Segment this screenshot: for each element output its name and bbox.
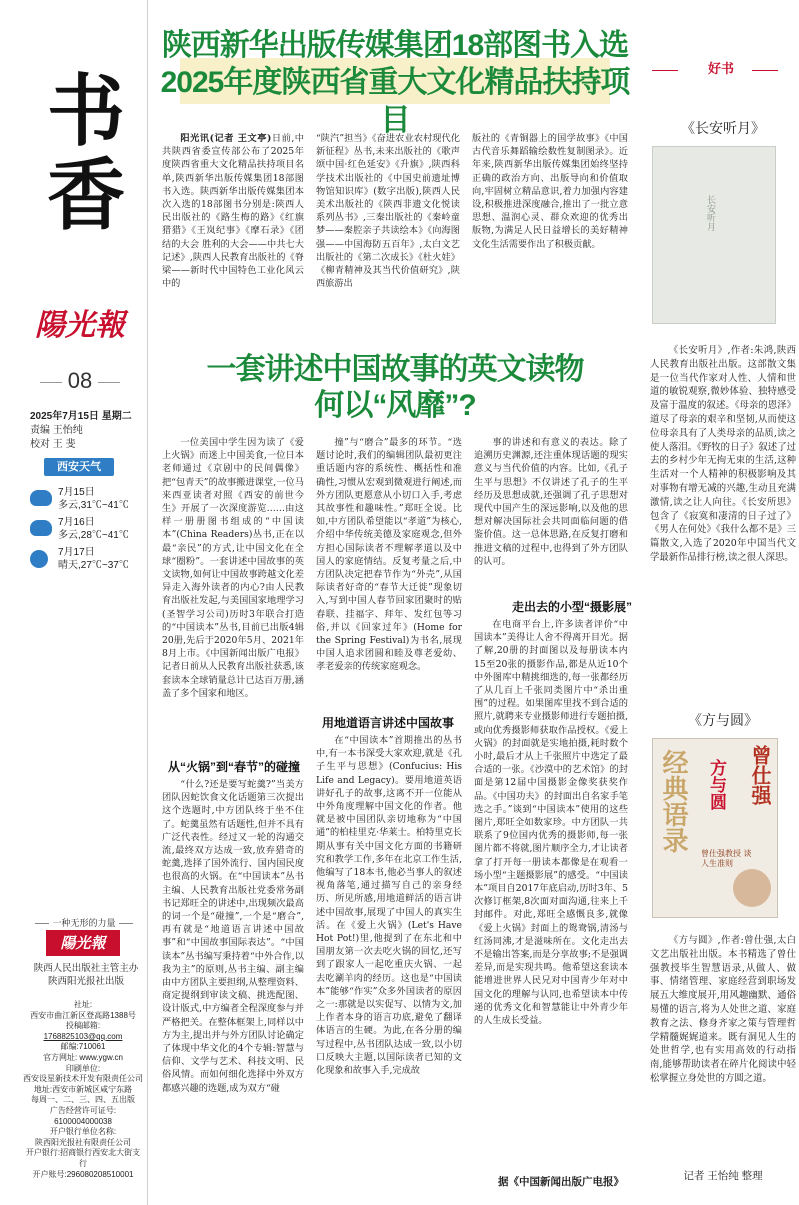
editor: 责编 王怡纯 [30, 425, 83, 436]
byline: 阳光讯(记者 王文亭) [180, 133, 272, 144]
article-text: 撞”与“磨合”最多的环节。“选题讨论时,我们的编辑团队最初更注重话题内容的系统性、概括性和准确性,习惯从宏观到微观进行阐述,而外方团队更愿意从小切口入手,考虑其故事性和趣味性。”郑旺全说。比如,中方团队希望能以“孝道”为核心,介绍中华传统美德及家庭观念,但外方担心国际读者不理解孝道以及中国人的家庭情结。反复考量之后,中方团队决定把春节作为“外壳”,从国际读者好奇的“春节大迁徙”现象切入,写到中国人春节回家团聚时的贴春联、挂福字、拜年、发红包等习俗,并以《回家过年》(Home for the Spring Festival)为书名,展现中国人追求团圆和睦及尊老爱幼、孝老爱亲的传统家庭观念。 [316, 437, 462, 673]
article-text: 版社的《青铜器上的国学故事》《中国古代音乐舞蹈输绘数性复制图录》。近年来,陕西新华出版传媒集团始终坚持正确的政治方向、出版导向和价值取向,牢固树立精品意识,着力加强内容建设,积极推进深度融合,推出了一批立意思想、温润心灵、群众欢迎的优秀出版物,为满足人民日益增长的美好精神文化生活需要作出了积极贡献。 [472, 133, 628, 250]
book2-cover-title: 方与圆 [706, 759, 726, 810]
proofreader-line [30, 438, 148, 452]
article1-column-1 [162, 132, 304, 330]
headline-line: 2025年度陕西省重大文化精品扶持项目 [160, 66, 630, 137]
article2-headline [160, 352, 630, 424]
article-text: 事的讲述和有意义的表达。除了追溯历史渊源,还注重体现话题的现实意义与当代价值的内容。比如,《孔子生平与思想》不仅讲述了孔子的生平经历及思想成就,还强调了孔子思想对现代中国产生的深远影响,以及他的思想对解决国际社会共同面临问题的借鉴价值。这一总体思路,在反复打磨和推进文稿的过程中,也得到了外方团队的认可。 [474, 437, 628, 567]
article-text: “什么?还是要写蛇羹?”当美方团队因蛇饮食文化话题第三次提出这个选题时,中方团队终于坐不住了。蛇羹虽然有话题性,但并不具有广泛代表性。经过又一轮的沟通交流,最终双方达成一致,放弃猎奇的蛇羹,选择了国外流行、国内国民度也很高的火锅。在“中国读本”丛书主编、人民教育出版社党委常务副书记郑旺全的讲述中,出现频次最高的词一个是“碰撞”,一个是“磨合”,再有就是“地道语言讲述中国故事”和“中国故事国际表达”。“中国读本”丛书编写秉持着“中外合作,以我为主”的原则,丛书主编、副主编由中方团队主要担纲,从整理资料、商定提纲到审读文稿、挑选配图、设计版式,中方编者全程深度参与并严格把关。在整体框架上,同样以中方为主,提出并与外方团队讨论确定了体现中华文化的4个专辑:智慧与信仰、文学与艺术、科技文明、民俗风情。而如何细化选择中外双方都感兴趣的选题,成为双方“碰 [162, 779, 304, 1094]
contact-line: 每周一、二、三、四、五出版 [31, 1095, 135, 1105]
article2-column-3 [474, 436, 628, 596]
cloud-icon [30, 520, 52, 536]
contact-line: 陕西阳光报社有限责任公司 [35, 1137, 131, 1147]
article2-column-2b [316, 734, 462, 1202]
reporter-credit: 记者 王怡纯 整理 [683, 1170, 763, 1182]
book1-cover-title: 长安听月 [705, 195, 715, 231]
publisher-line: 陕西人民出版社主管主办 [33, 963, 139, 974]
newspaper-logo-small: 陽光報 [46, 930, 120, 956]
article1-headline [160, 28, 630, 140]
contact-line: 西安市曲江新区登高路1388号 [30, 1010, 136, 1020]
proofreader: 校对 王 斐 [30, 439, 76, 450]
article2-column-1b [162, 778, 304, 1202]
newspaper-logo: 陽光報 [35, 308, 125, 343]
contact-line: 6100004000038 [54, 1116, 112, 1126]
date-block [30, 410, 148, 438]
label-rule [752, 70, 778, 71]
contact-info [22, 1000, 144, 1180]
weather-date: 7月15日 [58, 487, 95, 498]
contact-line: 开户账号:296080208510001 [32, 1169, 134, 1179]
contact-line: 印刷单位: [65, 1063, 101, 1073]
subheading: 从“火锅”到“春节”的碰撞 [168, 760, 301, 774]
slogan: 一种无形的力量 [30, 916, 138, 929]
weather-forecast: 晴天,27℃~37℃ [58, 560, 129, 571]
weather-day [30, 546, 148, 576]
contact-line: 西安设星新技术开发有限责任公司 [23, 1074, 143, 1084]
weather-forecast: 多云,28℃~41℃ [58, 530, 129, 541]
book2-cover [652, 738, 778, 918]
headline-line: 陕西新华出版传媒集团18部图书入选 [161, 29, 629, 62]
website-link[interactable]: 官方网址: www.ygw.cn [42, 1052, 123, 1062]
issue-date: 2025年7月15日 星期二 [30, 411, 132, 422]
book1-description [650, 344, 796, 714]
article-source: 据《中国新闻出版广电报》 [498, 1176, 624, 1188]
book-description: 《方与圆》,作者:曾仕强,太白文艺出版社出版。本书精选了曾仕强教授毕生智慧语录,从做人、做事、情绪管理、家庭经营到职场发展五大维度展开,用风趣幽默、通俗易懂的语言,将为人处世之道、家庭教育之法、修身齐家之策与管理哲学精髓娓娓道来。既有洞见人生的处世哲学,也有实用高效的行动指南,能够帮助读者在碎片化阅读中轻松掌握立身处世的方圆之道。 [650, 935, 796, 1084]
subheading: 走出去的小型“摄影展” [512, 600, 633, 614]
book-description: 《长安听月》,作者:朱鸿,陕西人民教育出版社出版。这部散文集是一位当代作家对人性、人情和世道的敏锐观察,微妙体验、独特感受及富于温度的叙述。《母亲的恩泽》道尽了母亲的艰辛和坚韧,从而使这位母亲具有了人类母亲的品质,读之使人落泪。《野牧的日子》叙述了过去的乡村少年无拘无束的生活,这种生活对一个人精神的积极影响及其对事物有增无减的兴趣,生动且充满激情,读之让人向往。《长安所思》包含了《寂寞和凄清的日子过了》《男人在何处》《我什么都不是》三篇散文,入选了2020年中国当代文学最新作品排行榜,读之很人深思。 [650, 345, 796, 563]
contact-line: 投稿邮箱: [65, 1021, 101, 1031]
article2-column-2 [316, 436, 462, 710]
publisher-line: 陕西阳光报社出版 [47, 976, 124, 987]
label-rule [652, 70, 678, 71]
book2-cover-author: 曾仕强 [748, 745, 772, 805]
good-books-label: 好书 [707, 61, 734, 76]
section-title: 书香 [46, 66, 125, 241]
contact-line: 开户银行:招商银行西安北大街支行 [25, 1148, 141, 1168]
article2-column-1 [162, 436, 304, 754]
contact-line: 地址:西安市新城区咸宁东路 [33, 1084, 133, 1094]
email-link[interactable]: 1768825103@qq.com [43, 1031, 123, 1041]
book2-cover-big: 经典语录 [658, 749, 688, 853]
page-number: 08 [28, 368, 132, 394]
weather-date: 7月16日 [58, 517, 95, 528]
article-text: 在电商平台上,许多读者评价“中国读本”美得让人舍不得离开目光。据了解,20册的封面图以及每册读本内15至20张的摄影作品,都是从近10个中外图库中精挑细选的,每一张都经历了从几百上千张同类图片中“杀出重围”的过程。如果图库里找不到合适的照片,就聘来专业摄影师进行专题拍摄,或向优秀摄影师获取作品授权。《爱上火锅》的封面就是实地拍摄,耗时数个小时,最后才从上千张照片中选定了最合适的一张。《沙漠中的艺术馆》的封面是第12届中国摄影金像奖获奖作品。《中国功夫》的封面出自名家手笔选之手。”谈到“中国读本”使用的这些图片,郑旺全如数家珍。中方团队一共联系了9位国内优秀的摄影师,每一张图片都不将就,图片顺序全力,才让读者拿了打开每一册读本都像是在观看一场小型“主题摄影展”的感受。“中国读本”项目自2017年底启动,历时3年、5次修订框架,8次面对面沟通,往来上千封邮件。对此,郑旺全感慨良多,就像《爱上火锅》封面上的鸳鸯锅,清汤与红汤同沸,才是滋味所在。文化走出去不是输出答案,而是分享故事;不是强调差异,而是实现共鸣。他希望这套读本能增进世界人民兄对中国青少年对中国文化的理解与认同,也希望读本中传递的优秀文化和智慧能让中外青少年的人生成长受益。 [474, 619, 628, 1027]
book2-cover-sub: 曾仕强教授 谈人生准则 [701, 849, 752, 868]
article2-column-3b [474, 618, 628, 1166]
book2-description [650, 934, 796, 1164]
book2-title: 《方与圆》 [688, 713, 758, 729]
subheading: 用地道语言讲述中国故事 [322, 716, 455, 730]
cloud-icon [30, 490, 52, 506]
sun-icon [30, 550, 48, 568]
article-text: 日前,中共陕西省委宣传部公布了2025年度陕西省重大文化精品扶持项目名单,陕西新华出版传媒集团18部图书入选。陕西新华出版传媒集团本次入选的18部图书分别是:陕西人民出版社的《路生梅的路》《红旗猎猎》《王岚纪事》《摩石录》《团结的大会 胜利的大会——中共七大记述》,陕西人民教育出版社的《脊梁——新时代中国特色工业化风云中的 [162, 133, 304, 290]
contact-line: 开户银行单位名称: [49, 1127, 117, 1137]
contact-line: 社址: [73, 1000, 93, 1009]
article-text: “陕汽”担当》《奋进农业农村现代化新征程》丛书,未来出版社的《歌声颂中国·红色延安》《升旗》,陕西科学技术出版社的《中国史前遗址博物馆知识库》(数字出版),陕西人民美术出版社的《陕西非遗文化悦读系列丛书》,三秦出版社的《秦岭童梦——秦腔亲子共读绘本》《向海图强——中国海防五百年》,太白文艺出版社的《第二次成长》《杜火娃》《柳青精神及其当代价值研究》,陕西旅游出 [316, 133, 460, 290]
book1-cover [652, 146, 776, 324]
article1-column-2 [316, 132, 460, 330]
book1-title: 《长安听月》 [681, 121, 765, 137]
article1-column-3 [472, 132, 628, 330]
weather-title: 西安天气 [44, 458, 114, 476]
weather-forecast: 多云,31℃~41℃ [58, 500, 129, 511]
publisher-info [30, 962, 142, 988]
headline-line: 何以“风靡”? [314, 389, 476, 422]
author-portrait [733, 869, 771, 907]
weather-day [30, 516, 148, 546]
article-text: 在“中国读本”首期推出的丛书中,有一本书深受大家欢迎,就是《孔子生平与思想》(Confucius: His Life and Legacy)。要用地道英语讲好孔子的故事,这离不开一位能从中外角度理解中国文化的作者。他就是被中国团队亲切地称为“中国通”的柏桂里克·华莱士。柏特里克长期从事有关中国文化方面的书籍研究和教学工作,多年在北京工作生活,他编写了18本书,他必当事人的叙述视角落笔,通过描写自己的亲身经历、所见所感,用地道鲜活的语言讲述中国故事,展现了中国人的真实生活。在《爱上火锅》(Let's Have Hot Pot!)里,他提到了在东北和中国朋友第一次去吃火锅的回忆,还写到了跟家人一起吃重庆火锅、一起去吃涮羊肉的经历。这也是“中国读本”能够“作实”众多外国读者的原因之一:那就是以实促写、以情为文,加上作者本身的语言功底,避免了翻译体语言的生硬。为此,在各分册的编写过程中,丛书团队达成一致,以小切口反映大主题,以国际读者已知的文化现象和故事入手,完成故 [316, 735, 462, 1077]
contact-line: 广告经营许可证号: [49, 1105, 117, 1115]
weather-date: 7月17日 [58, 547, 95, 558]
contact-line: 邮编:710061 [60, 1042, 106, 1052]
article-text: 一位美国中学生因为读了《爱上火锅》而迷上中国美食,一位日本老师通过《京剧中的民间偶像》把“包青天”的故事搬进课堂,一位马来西亚读者对照《西安的前世今生》开展了一次深度游览……由这样一册册图书组成的“中国读本”(China Readers)丛书,正在以最“亲民”的方式,让中国文化在全球“圈粉”。一套讲述中国故事的英文读物,如何让中国故事跨越文化差异走入海外读者的内心?由人民教育出版社发起,与美国国家地理学习(圣智学习公司)历时3年联合打造的“中国读本”丛书,目前已出版4辑20册,先后于2020年5月、2021年8月上市。《中国新闻出版广电报》记者日前从人民教育出版社获悉,该套读本全球销量总计已达百万册,涵盖了多个国家和地区。 [162, 437, 304, 699]
weather-day [30, 486, 148, 516]
headline-line: 一套讲述中国故事的英文读物 [206, 353, 584, 386]
